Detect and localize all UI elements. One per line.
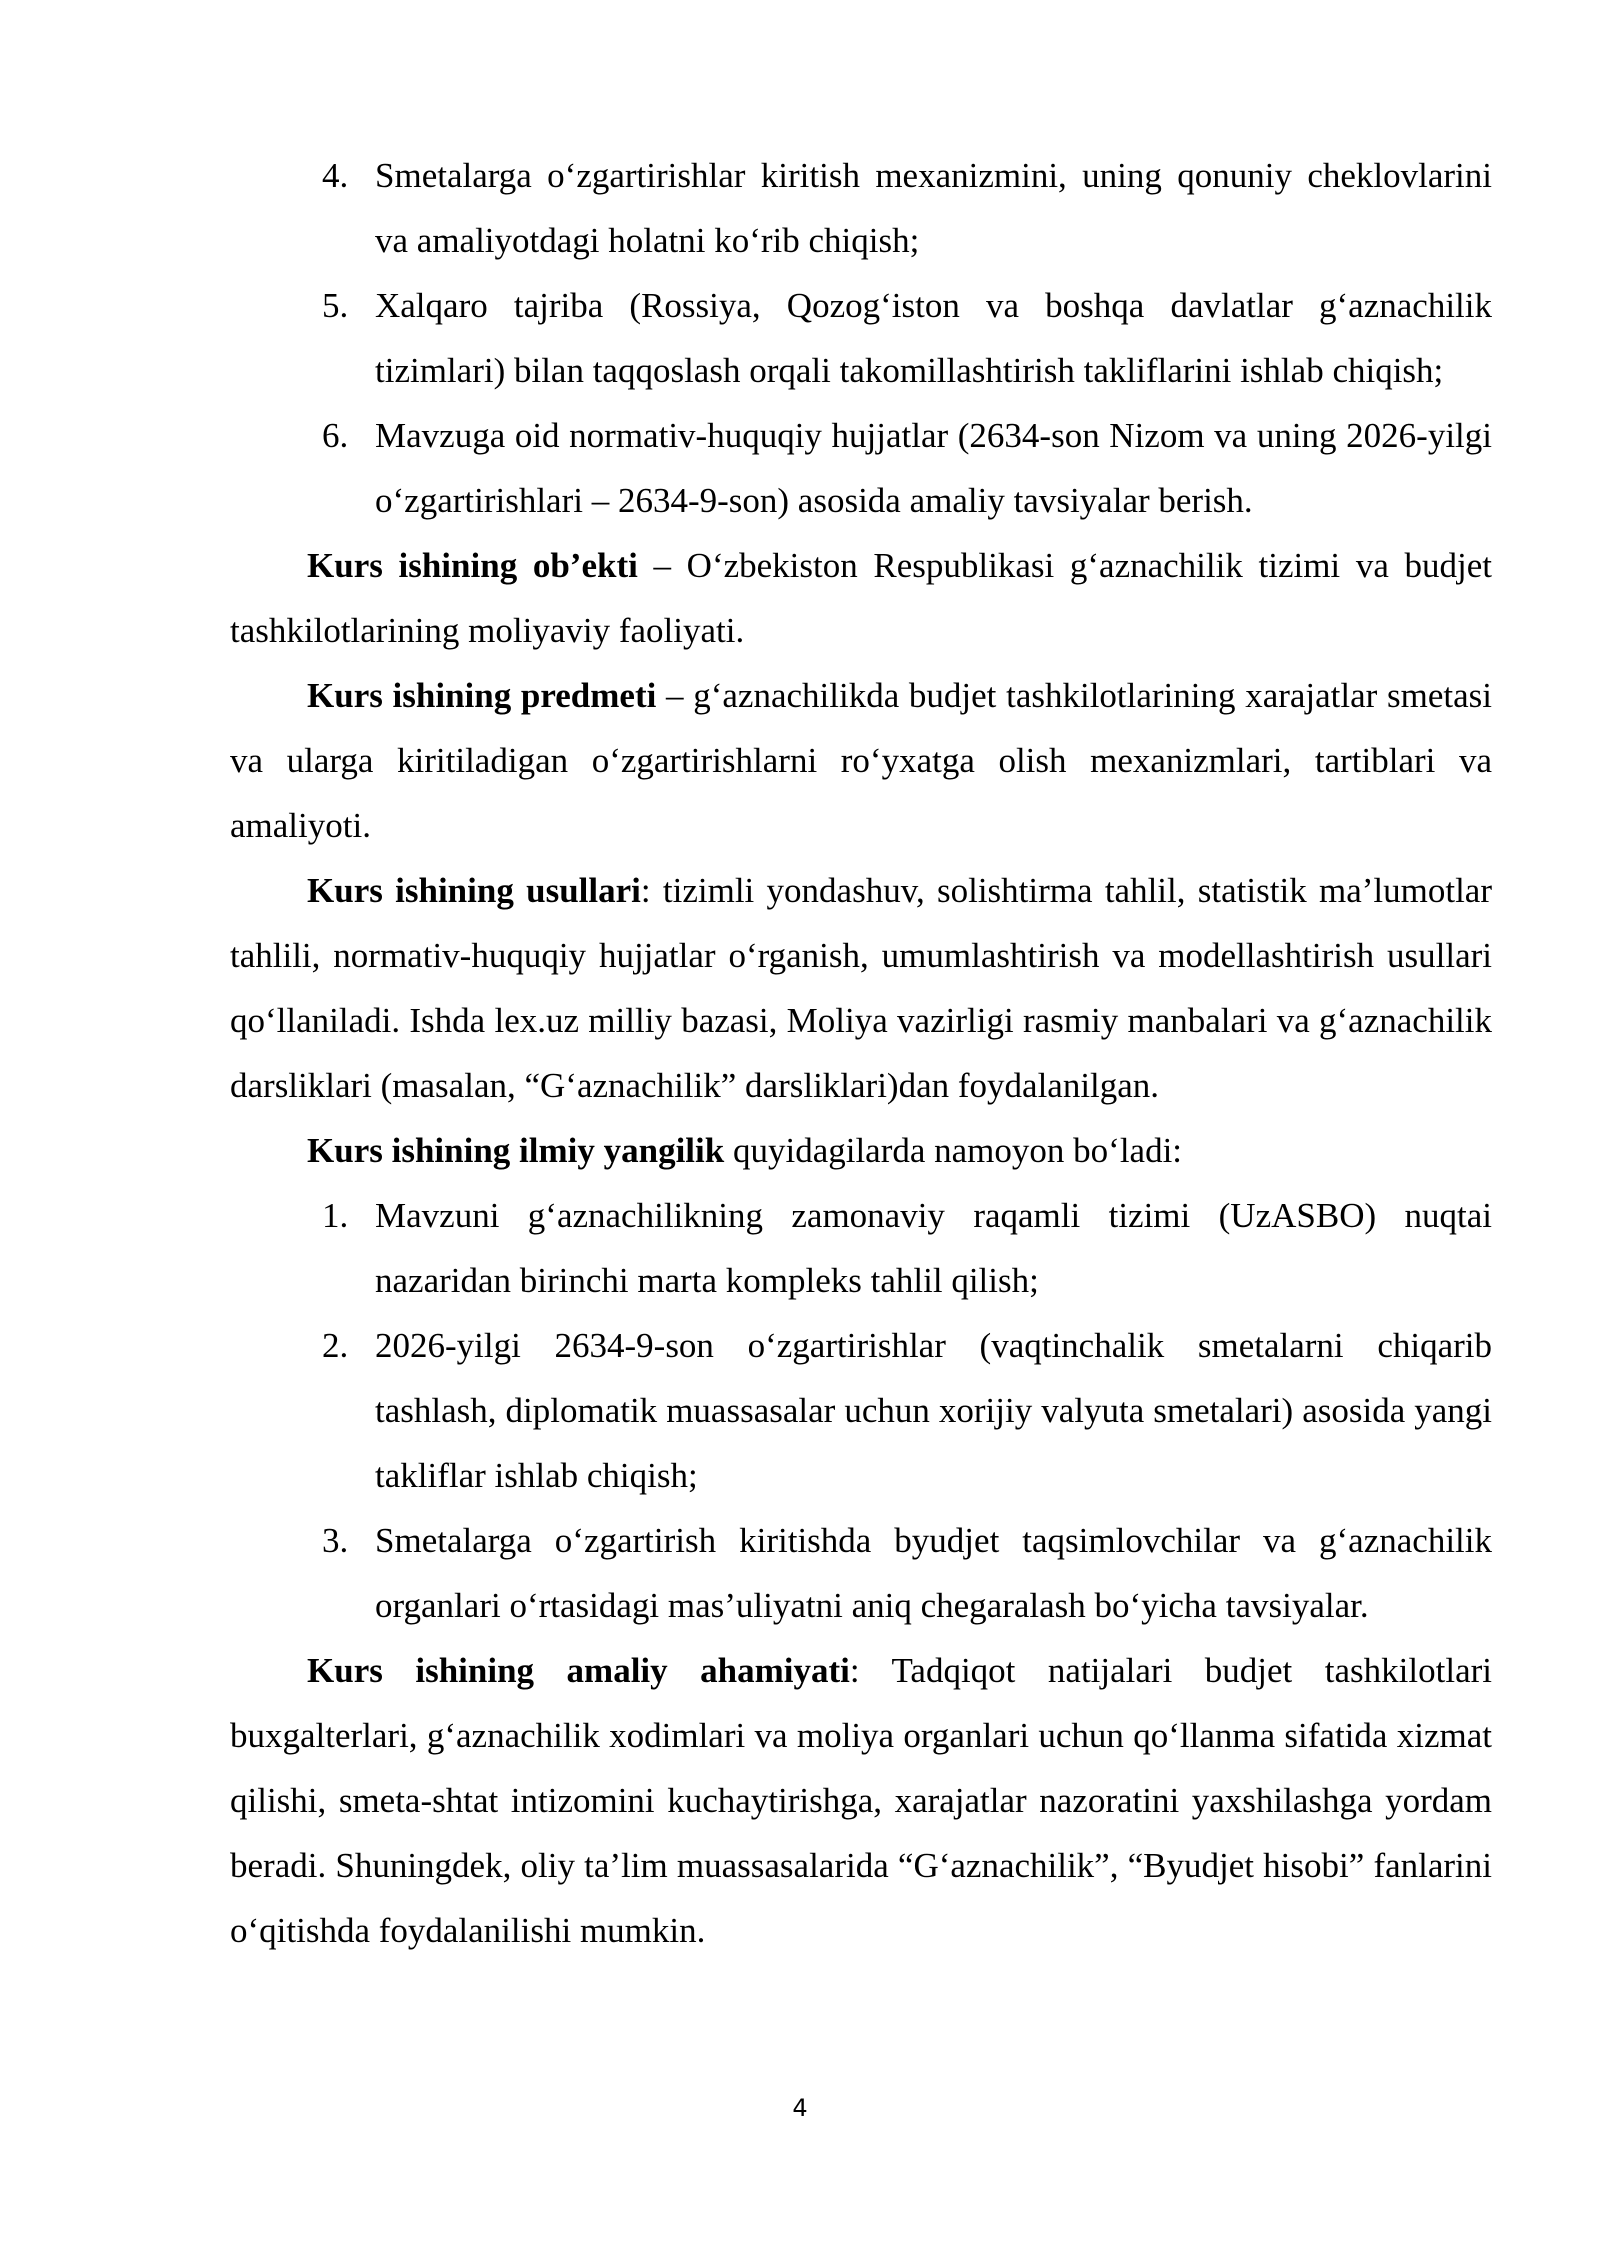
list-item-number: 6.	[322, 416, 349, 455]
subject-heading: Kurs ishining predmeti	[307, 676, 657, 715]
object-paragraph	[230, 533, 1492, 663]
page-body	[230, 143, 1492, 1963]
practical-text: : Tadqiqot natijalari budjet tashkilotlari buxgalterlari, g‘aznachilik xodimlari va moliya organlari uchun qo‘llanma sifatida xizmat qilishi, smeta-shtat intizomini kuchaytirishga, xarajatlar nazoratini yaxshilashga yordam beradi. Shuningdek, oliy ta’lim muassasalarida “G‘aznachilik”, “Byudjet hisobi” fanlarini o‘qitishda foydalanilishi mumkin.	[230, 1651, 1492, 1950]
list-item-number: 3.	[322, 1521, 349, 1560]
list-item	[322, 273, 1492, 403]
list-item-text: Xalqaro tajriba (Rossiya, Qozog‘iston va boshqa davlatlar g‘aznachilik tizimlari) bilan taqqoslash orqali takomillashtirish takliflarini ishlab chiqish;	[375, 286, 1492, 390]
novelty-heading: Kurs ishining ilmiy yangilik	[307, 1131, 725, 1170]
practical-paragraph	[230, 1638, 1492, 1963]
list-item-number: 1.	[322, 1196, 349, 1235]
novelty-list	[322, 1183, 1492, 1638]
subject-text: – g‘aznachilikda budjet tashkilotlarining xarajatlar smetasi va ularga kiritiladigan o‘zgartirishlarni ro‘yxatga olish mexanizmlari, tartiblari va amaliyoti.	[230, 676, 1492, 845]
page-number: 4	[792, 2094, 808, 2122]
methods-heading: Kurs ishining usullari	[307, 871, 641, 910]
list-item-text: Mavzuni g‘aznachilikning zamonaviy raqamli tizimi (UzASBO) nuqtai nazaridan birinchi marta kompleks tahlil qilish;	[375, 1196, 1492, 1300]
object-text: – O‘zbekiston Respublikasi g‘aznachilik tizimi va budjet tashkilotlarining moliyaviy faoliyati.	[230, 546, 1492, 650]
methods-text: : tizimli yondashuv, solishtirma tahlil, statistik ma’lumotlar tahlili, normativ-huquqiy hujjatlar o‘rganish, umumlashtirish va modellashtirish usullari qo‘llaniladi. Ishda lex.uz milliy bazasi, Moliya vazirligi rasmiy manbalari va g‘aznachilik darsliklari (masalan, “G‘aznachilik” darsliklari)dan foydalanilgan.	[230, 871, 1492, 1105]
list-item	[322, 1313, 1492, 1508]
novelty-text: quyidagilarda namoyon bo‘ladi:	[724, 1131, 1183, 1170]
list-item-text: Mavzuga oid normativ-huquqiy hujjatlar (2634-son Nizom va uning 2026-yilgi o‘zgartirishlari – 2634-9-son) asosida amaliy tavsiyalar berish.	[375, 416, 1492, 520]
subject-paragraph	[230, 663, 1492, 858]
practical-heading: Kurs ishining amaliy ahamiyati	[307, 1651, 850, 1690]
list-item-number: 5.	[322, 286, 349, 325]
list-item-number: 2.	[322, 1326, 349, 1365]
list-item-text: Smetalarga o‘zgartirishlar kiritish mexanizmini, uning qonuniy cheklovlarini va amaliyotdagi holatni ko‘rib chiqish;	[375, 156, 1492, 260]
novelty-paragraph	[230, 1118, 1492, 1183]
list-item	[322, 1508, 1492, 1638]
goals-list	[322, 143, 1492, 533]
list-item-number: 4.	[322, 156, 349, 195]
list-item	[322, 403, 1492, 533]
list-item	[322, 1183, 1492, 1313]
list-item-text: Smetalarga o‘zgartirish kiritishda byudjet taqsimlovchilar va g‘aznachilik organlari o‘rtasidagi mas’uliyatni aniq chegaralash bo‘yicha tavsiyalar.	[375, 1521, 1492, 1625]
object-heading: Kurs ishining ob’ekti	[307, 546, 638, 585]
methods-paragraph	[230, 858, 1492, 1118]
list-item-text: 2026-yilgi 2634-9-son o‘zgartirishlar (vaqtinchalik smetalarni chiqarib tashlash, diplomatik muassasalar uchun xorijiy valyuta smetalari) asosida yangi takliflar ishlab chiqish;	[375, 1326, 1492, 1495]
list-item	[322, 143, 1492, 273]
